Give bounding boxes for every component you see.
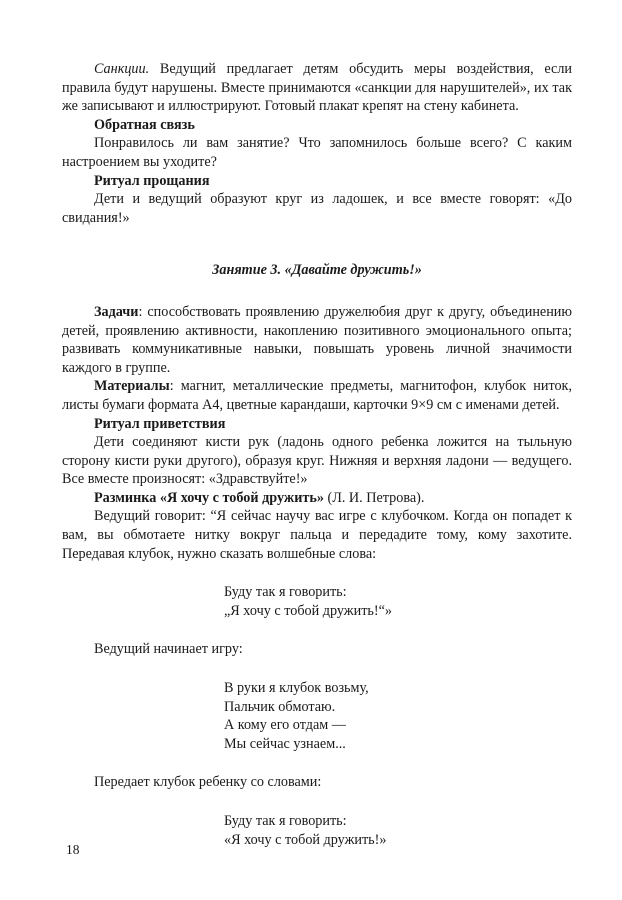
sanctions-text: Ведущий предлагает детям обсудить меры воздействия, если правила будут нарушены. Вместе принимаются «санкции для нарушителей», их так же записывают и иллюстрируют. Готовый плакат крепят на стену кабинета. xyxy=(62,61,572,115)
materials-text: : магнит, металлические предметы, магнитофон, клубок ниток, листы бумаги формата А4, цветные карандаши, карточки 9×9 см с именами детей. xyxy=(62,378,572,413)
poem-1-line-2: „Я хочу с тобой дружить!“» xyxy=(224,602,392,619)
poem-1-line-1: Буду так я говорить: xyxy=(224,584,347,601)
passes-text: Передает клубок ребенку со словами: xyxy=(94,774,322,791)
poem-2-line-1: В руки я клубок возьму, xyxy=(224,680,369,697)
page-number: 18 xyxy=(66,842,80,857)
poem-3-line-1: Буду так я говорить: xyxy=(224,813,347,829)
poem-2 xyxy=(224,679,572,753)
tasks-paragraph xyxy=(62,303,572,377)
greeting-heading: Ритуал приветствия xyxy=(94,415,226,432)
sanctions-paragraph xyxy=(62,60,572,116)
tasks-text: : способствовать проявлению дружелюбия друг к другу, объединению детей, проявлению активности, накоплению позитивного эмоционального опыта; развивать коммуникативные навыки, повышать уровень личной значимости каждого в группе. xyxy=(62,303,572,376)
warmup-heading xyxy=(62,489,572,508)
poem-2-line-3: А кому его отдам — xyxy=(224,717,346,734)
materials-label: Материалы xyxy=(94,378,170,395)
materials-paragraph xyxy=(62,377,572,414)
sanctions-label: Санкции. xyxy=(94,61,150,77)
farewell-heading: Ритуал прощания xyxy=(94,172,210,189)
tasks-label: Задачи xyxy=(94,303,139,320)
page-content xyxy=(62,60,572,869)
poem-3 xyxy=(224,812,572,849)
greeting-text: Дети соединяют кисти рук (ладонь одного ребенка ложится на тыльную сторону кисти руки другого), образуя круг. Нижняя и верхняя ладони — ведущего. Все вместе произносят: «Здравствуйте!» xyxy=(62,434,572,488)
farewell-text: Дети и ведущий образуют круг из ладошек, и все вместе говорят: «До свидания!» xyxy=(62,191,572,226)
poem-2-line-2: Пальчик обмотаю. xyxy=(224,698,336,715)
feedback-text: Понравилось ли вам занятие? Что запомнилось больше всего? С каким настроением вы уходите? xyxy=(62,135,572,170)
poem-2-line-4: Мы сейчас узнаем... xyxy=(224,735,346,752)
poem-1 xyxy=(224,583,572,620)
leader-starts-text: Ведущий начинает игру: xyxy=(94,641,243,658)
warmup-label: Разминка «Я хочу с тобой дружить» xyxy=(94,489,324,506)
warmup-author: (Л. И. Петрова). xyxy=(323,489,425,506)
poem-3-line-2: «Я хочу с тобой дружить!» xyxy=(224,831,387,848)
lesson-title: Занятие 3. «Давайте дружить!» xyxy=(212,262,422,279)
feedback-heading: Обратная связь xyxy=(94,116,195,133)
warmup-text: Ведущий говорит: “Я сейчас научу вас игре с клубочком. Когда он попадет к вам, вы обмотаете нитку вокруг пальца и передадите тому, кому захотите. Передавая клубок, нужно сказать волшебные слова: xyxy=(62,508,572,562)
